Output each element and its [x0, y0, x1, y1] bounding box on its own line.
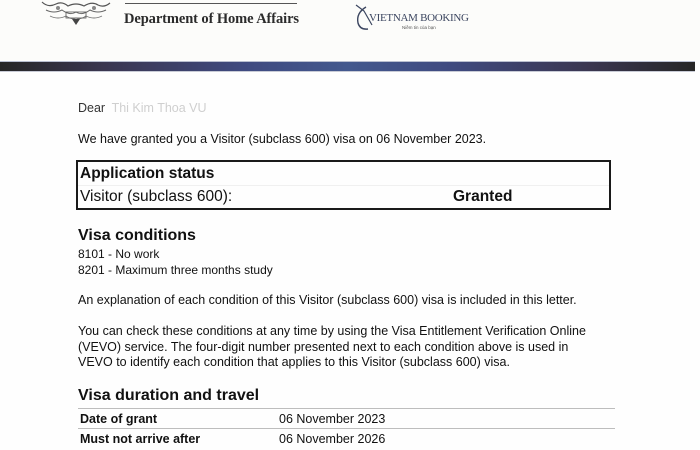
vevo-paragraph-line-2: (VEVO) service. The four-digit number presented next to each condition above is used in — [78, 340, 569, 354]
visa-conditions-title: Visa conditions — [78, 227, 196, 244]
salutation-word: Dear — [78, 101, 106, 115]
granted-sentence: We have granted you a Visitor (subclass 600) visa on 06 November 2023. — [78, 132, 487, 146]
visa-duration-title: Visa duration and travel — [78, 387, 260, 404]
duration-row-label: Date of grant — [80, 412, 158, 426]
vietnam-booking-name: VIETNAM BOOKING — [369, 12, 469, 24]
vietnam-booking-logo — [352, 3, 469, 33]
letterhead-band — [0, 61, 695, 72]
status-divider — [78, 185, 609, 186]
duration-row-value: 06 November 2023 — [279, 412, 386, 426]
coat-of-arms-icon — [36, 0, 116, 27]
duration-table-rule — [78, 428, 615, 429]
duration-row-value: 06 November 2026 — [279, 432, 386, 446]
application-status-box — [76, 160, 611, 210]
vevo-paragraph-line-3: VEVO to identify each condition that applies to this Visitor (subclass 600) visa. — [78, 355, 510, 369]
condition-item: 8201 - Maximum three months study — [78, 263, 273, 277]
department-name: Department of Home Affairs — [124, 11, 299, 27]
salutation — [78, 101, 207, 115]
condition-item: 8101 - No work — [78, 247, 160, 261]
application-status-value: Granted — [453, 188, 513, 205]
vevo-paragraph-line-1: You can check these conditions at any time by using the Visa Entitlement Verification Online — [78, 324, 586, 338]
conditions-explanation: An explanation of each condition of this Visitor (subclass 600) visa is included in this letter. — [78, 293, 577, 307]
vietnam-booking-tagline: Niềm tin của bạn — [402, 25, 436, 30]
application-status-label: Visitor (subclass 600): — [80, 188, 233, 205]
duration-table-rule — [78, 408, 615, 409]
department-rule — [125, 3, 297, 4]
recipient-name: Thi Kim Thoa VU — [111, 101, 207, 115]
letterhead — [0, 0, 700, 60]
application-status-title: Application status — [80, 165, 215, 182]
duration-row-label: Must not arrive after — [80, 432, 201, 446]
